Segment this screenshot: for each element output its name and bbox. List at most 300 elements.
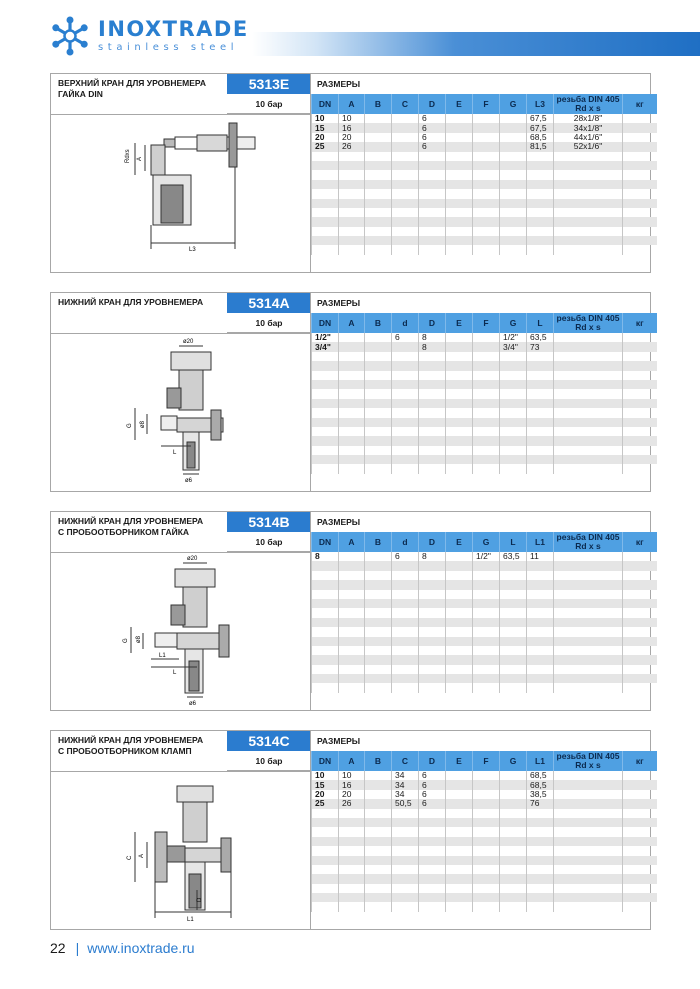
table-cell: [623, 683, 657, 692]
table-cell: [473, 352, 500, 361]
table-cell: [500, 655, 527, 664]
table-cell: [554, 408, 623, 417]
column-header: B: [365, 94, 392, 114]
product-title-line2: ГАЙКА DIN: [58, 89, 103, 99]
table-row: [312, 208, 657, 217]
table-row: [312, 227, 657, 236]
table-cell: [527, 874, 554, 883]
table-cell: [365, 618, 392, 627]
table-cell: [312, 608, 339, 617]
table-cell: [419, 361, 446, 370]
table-cell: [312, 674, 339, 683]
table-cell: [339, 455, 365, 464]
table-cell: [500, 818, 527, 827]
table-cell: [365, 683, 392, 692]
table-cell: [392, 380, 419, 389]
table-cell: [392, 170, 419, 179]
table-cell: [419, 627, 446, 636]
table-cell: [339, 436, 365, 445]
table-cell: [392, 809, 419, 818]
table-cell: [312, 361, 339, 370]
table-cell: [554, 208, 623, 217]
table-cell: [623, 227, 657, 236]
table-cell: [419, 389, 446, 398]
table-cell: [527, 189, 554, 198]
table-cell: [365, 580, 392, 589]
table-cell: 67,5: [527, 114, 554, 123]
table-cell: [339, 236, 365, 245]
table-cell: [419, 865, 446, 874]
table-cell: [500, 142, 527, 151]
product-title: [51, 512, 227, 537]
table-cell: [365, 799, 392, 808]
table-cell: [527, 464, 554, 473]
table-cell: 8: [312, 552, 339, 561]
dimensions-table: [311, 532, 657, 693]
table-cell: [312, 418, 339, 427]
table-cell: [500, 245, 527, 254]
table-cell: [473, 436, 500, 445]
table-cell: 76: [527, 799, 554, 808]
column-header: резьба DIN 405 Rd x s: [554, 751, 623, 771]
table-cell: [527, 884, 554, 893]
table-cell: [473, 161, 500, 170]
column-header: F: [473, 751, 500, 771]
column-header: A: [339, 751, 365, 771]
table-cell: [500, 580, 527, 589]
table-cell: [392, 618, 419, 627]
table-cell: [312, 380, 339, 389]
table-cell: [365, 827, 392, 836]
table-cell: [500, 865, 527, 874]
table-cell: [500, 571, 527, 580]
table-cell: [554, 827, 623, 836]
table-cell: [365, 436, 392, 445]
table-cell: [500, 837, 527, 846]
table-cell: [623, 361, 657, 370]
table-cell: [312, 874, 339, 883]
table-cell: [446, 627, 473, 636]
table-cell: [339, 683, 365, 692]
table-cell: [365, 674, 392, 683]
column-header: d: [392, 313, 419, 333]
table-cell: [500, 455, 527, 464]
table-cell: [527, 893, 554, 902]
table-cell: [500, 599, 527, 608]
table-cell: [392, 180, 419, 189]
table-cell: 10: [312, 771, 339, 780]
dimensions-title: РАЗМЕРЫ: [317, 79, 361, 89]
table-cell: [554, 856, 623, 865]
table-cell: [339, 608, 365, 617]
table-cell: [500, 436, 527, 445]
table-cell: [500, 123, 527, 132]
table-cell: [419, 580, 446, 589]
table-cell: 6: [419, 799, 446, 808]
table-row: [312, 655, 657, 664]
table-cell: 15: [312, 780, 339, 789]
table-cell: [500, 827, 527, 836]
table-cell: [554, 893, 623, 902]
table-cell: [339, 865, 365, 874]
table-cell: [473, 809, 500, 818]
table-cell: [623, 674, 657, 683]
table-cell: [473, 180, 500, 189]
table-cell: [419, 874, 446, 883]
table-cell: [554, 189, 623, 198]
brand-logo[interactable]: [50, 14, 249, 58]
table-cell: [312, 655, 339, 664]
table-cell: [312, 665, 339, 674]
table-row: [312, 561, 657, 570]
table-cell: [312, 893, 339, 902]
table-cell: [473, 599, 500, 608]
table-row: [312, 133, 657, 142]
table-cell: [446, 361, 473, 370]
table-cell: [446, 133, 473, 142]
pressure-rating: 10 бар: [227, 751, 311, 771]
table-cell: 8: [419, 552, 446, 561]
table-cell: [312, 846, 339, 855]
table-cell: 63,5: [527, 333, 554, 342]
table-cell: [554, 170, 623, 179]
table-cell: [365, 627, 392, 636]
table-cell: 1/2": [500, 333, 527, 342]
table-row: [312, 837, 657, 846]
table-cell: [554, 637, 623, 646]
table-cell: [339, 837, 365, 846]
table-cell: [554, 352, 623, 361]
column-header: B: [365, 751, 392, 771]
table-cell: [446, 599, 473, 608]
table-cell: [623, 464, 657, 473]
table-cell: [392, 123, 419, 132]
table-row: [312, 408, 657, 417]
table-cell: [392, 856, 419, 865]
table-cell: [365, 637, 392, 646]
drawing-label-l3: L3: [189, 247, 196, 253]
technical-drawing: [51, 334, 310, 492]
table-cell: [419, 856, 446, 865]
product-title-line1: НИЖНИЙ КРАН ДЛЯ УРОВНЕМЕРА: [58, 297, 204, 307]
table-cell: [554, 418, 623, 427]
table-cell: [365, 464, 392, 473]
table-cell: 25: [312, 799, 339, 808]
table-cell: [365, 208, 392, 217]
table-row: [312, 236, 657, 245]
table-cell: [446, 427, 473, 436]
table-row: [312, 799, 657, 808]
table-cell: [419, 399, 446, 408]
product-code-badge: 5314A: [227, 293, 311, 313]
table-cell: [392, 683, 419, 692]
table-cell: [392, 352, 419, 361]
table-cell: [527, 580, 554, 589]
table-cell: [446, 408, 473, 417]
table-cell: [312, 236, 339, 245]
table-cell: [365, 114, 392, 123]
table-cell: [527, 199, 554, 208]
table-cell: 68,5: [527, 133, 554, 142]
table-row: [312, 342, 657, 351]
table-cell: [500, 399, 527, 408]
table-cell: [623, 455, 657, 464]
table-cell: [500, 874, 527, 883]
table-cell: [446, 790, 473, 799]
table-cell: [419, 236, 446, 245]
table-cell: [365, 865, 392, 874]
table-row: [312, 893, 657, 902]
table-cell: 10: [339, 114, 365, 123]
brand-name: INOXTRADE: [98, 17, 249, 41]
table-cell: [312, 818, 339, 827]
table-cell: [623, 217, 657, 226]
table-row: [312, 874, 657, 883]
table-cell: [339, 371, 365, 380]
table-cell: [473, 627, 500, 636]
table-cell: [446, 856, 473, 865]
drawing-label-l: L: [173, 670, 177, 676]
table-cell: [446, 180, 473, 189]
table-cell: [419, 170, 446, 179]
table-cell: [500, 170, 527, 179]
table-cell: [527, 227, 554, 236]
table-cell: [392, 580, 419, 589]
table-cell: [419, 152, 446, 161]
table-row: [312, 161, 657, 170]
table-cell: [365, 790, 392, 799]
table-cell: 6: [392, 552, 419, 561]
table-cell: [365, 408, 392, 417]
table-cell: [312, 189, 339, 198]
table-cell: 34: [392, 790, 419, 799]
table-cell: [500, 780, 527, 789]
table-cell: [500, 846, 527, 855]
table-row: [312, 245, 657, 254]
table-cell: [554, 799, 623, 808]
table-cell: [312, 446, 339, 455]
table-cell: [554, 809, 623, 818]
column-header: B: [365, 532, 392, 552]
column-header: L3: [527, 94, 554, 114]
table-cell: [339, 618, 365, 627]
table-cell: 6: [419, 133, 446, 142]
table-row: [312, 665, 657, 674]
table-cell: [527, 217, 554, 226]
table-cell: [554, 599, 623, 608]
table-cell: [419, 837, 446, 846]
table-cell: [500, 637, 527, 646]
table-cell: [473, 170, 500, 179]
column-header: E: [446, 532, 473, 552]
website-link[interactable]: www.inoxtrade.ru: [87, 940, 195, 956]
table-cell: [473, 837, 500, 846]
table-cell: [500, 902, 527, 911]
table-cell: [623, 342, 657, 351]
table-cell: [446, 893, 473, 902]
table-cell: [365, 874, 392, 883]
table-cell: [392, 599, 419, 608]
table-cell: [312, 170, 339, 179]
table-cell: [392, 142, 419, 151]
column-header: G: [500, 313, 527, 333]
table-cell: [527, 590, 554, 599]
table-cell: [473, 427, 500, 436]
table-cell: [312, 217, 339, 226]
table-cell: [554, 646, 623, 655]
table-row: [312, 599, 657, 608]
table-cell: [339, 161, 365, 170]
table-row: [312, 361, 657, 370]
table-cell: [554, 455, 623, 464]
table-cell: [623, 180, 657, 189]
page-header: [0, 10, 700, 62]
table-cell: [527, 427, 554, 436]
table-cell: [365, 856, 392, 865]
dimensions-title: РАЗМЕРЫ: [317, 736, 361, 746]
table-cell: 1/2": [312, 333, 339, 342]
table-cell: [392, 133, 419, 142]
table-cell: [554, 217, 623, 226]
table-cell: [554, 902, 623, 911]
table-cell: [500, 771, 527, 780]
table-cell: [623, 418, 657, 427]
table-cell: [339, 227, 365, 236]
table-cell: [500, 427, 527, 436]
table-cell: [339, 655, 365, 664]
table-cell: [365, 809, 392, 818]
table-cell: [419, 352, 446, 361]
table-cell: 6: [419, 771, 446, 780]
table-cell: [623, 333, 657, 342]
table-row: [312, 818, 657, 827]
table-cell: [339, 399, 365, 408]
table-cell: [623, 665, 657, 674]
table-row: [312, 790, 657, 799]
table-cell: [527, 408, 554, 417]
table-cell: [527, 627, 554, 636]
table-cell: [419, 818, 446, 827]
table-cell: [527, 389, 554, 398]
table-cell: [527, 561, 554, 570]
table-cell: [446, 637, 473, 646]
table-cell: [527, 837, 554, 846]
table-cell: [500, 189, 527, 198]
table-cell: [623, 133, 657, 142]
table-cell: [365, 552, 392, 561]
table-cell: [446, 371, 473, 380]
table-row: [312, 436, 657, 445]
table-cell: [392, 627, 419, 636]
table-row: [312, 683, 657, 692]
table-cell: [623, 627, 657, 636]
table-cell: [365, 133, 392, 142]
table-cell: [623, 208, 657, 217]
table-cell: [473, 123, 500, 132]
table-cell: [419, 427, 446, 436]
column-header: D: [419, 532, 446, 552]
table-cell: [446, 665, 473, 674]
table-cell: [392, 152, 419, 161]
table-cell: [365, 655, 392, 664]
table-row: [312, 846, 657, 855]
table-cell: [339, 552, 365, 561]
table-row: [312, 217, 657, 226]
table-cell: [473, 571, 500, 580]
table-cell: [312, 865, 339, 874]
table-cell: [554, 371, 623, 380]
table-cell: [312, 683, 339, 692]
table-cell: [312, 408, 339, 417]
pressure-rating: 10 бар: [227, 532, 311, 552]
table-cell: [473, 371, 500, 380]
table-cell: [554, 152, 623, 161]
table-cell: [527, 818, 554, 827]
table-cell: 34: [392, 771, 419, 780]
table-cell: [554, 427, 623, 436]
table-cell: [365, 884, 392, 893]
dimensions-table: [311, 94, 657, 255]
table-cell: [500, 152, 527, 161]
drawing-label-d: D: [197, 897, 203, 902]
table-row: [312, 590, 657, 599]
table-cell: 20: [312, 133, 339, 142]
table-cell: 1/2": [473, 552, 500, 561]
table-cell: [623, 799, 657, 808]
table-cell: [392, 371, 419, 380]
table-cell: [554, 464, 623, 473]
table-cell: [500, 665, 527, 674]
table-cell: [623, 170, 657, 179]
drawing-label-d20: ø20: [187, 556, 198, 562]
drawing-label-l1: L1: [187, 917, 194, 923]
table-cell: [554, 446, 623, 455]
dimensions-table: [311, 313, 657, 474]
table-cell: 68,5: [527, 771, 554, 780]
table-cell: [419, 199, 446, 208]
table-row: [312, 199, 657, 208]
table-cell: [473, 608, 500, 617]
table-cell: [527, 846, 554, 855]
table-cell: [446, 436, 473, 445]
table-cell: [623, 245, 657, 254]
column-header: E: [446, 94, 473, 114]
table-row: [312, 389, 657, 398]
column-header: DN: [312, 313, 339, 333]
table-cell: [623, 618, 657, 627]
product-title-line2: С ПРОБООТБОРНИКОМ ГАЙКА: [58, 527, 190, 537]
table-cell: [554, 552, 623, 561]
table-cell: [527, 856, 554, 865]
table-cell: [446, 208, 473, 217]
table-cell: [312, 399, 339, 408]
table-cell: [554, 627, 623, 636]
table-cell: [419, 446, 446, 455]
table-cell: [312, 199, 339, 208]
column-header: L1: [527, 532, 554, 552]
table-cell: [623, 199, 657, 208]
table-cell: 38,5: [527, 790, 554, 799]
table-row: [312, 371, 657, 380]
column-header: кг: [623, 532, 657, 552]
table-cell: 20: [312, 790, 339, 799]
dimensions-title: РАЗМЕРЫ: [317, 298, 361, 308]
table-cell: [473, 874, 500, 883]
table-cell: [446, 837, 473, 846]
table-cell: [446, 618, 473, 627]
table-cell: 73: [527, 342, 554, 351]
column-header: L1: [527, 751, 554, 771]
